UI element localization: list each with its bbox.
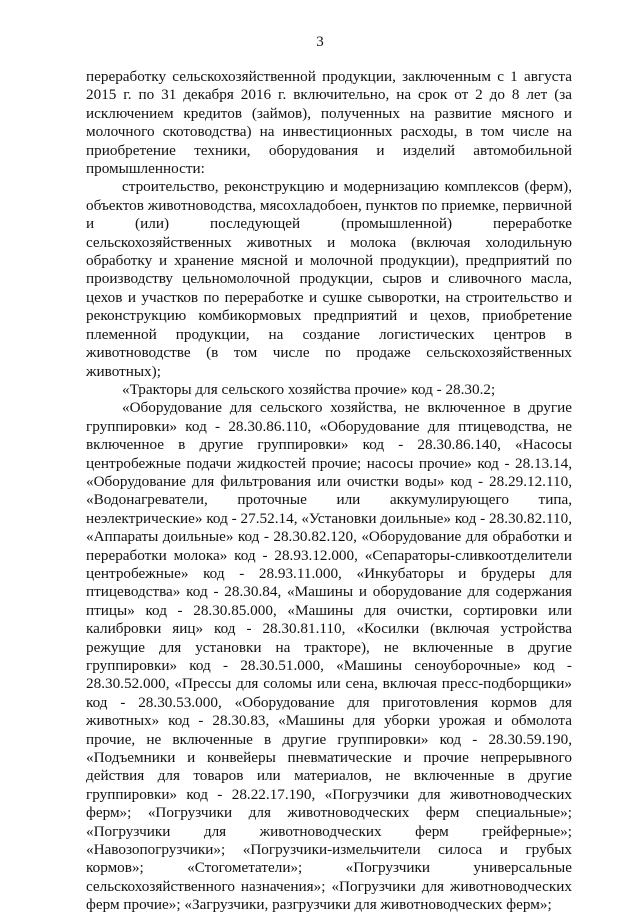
paragraph-equipment-list: «Оборудование для сельского хозяйства, не включенное в другие группировки» код - 28.30.86.110, «Оборудование для птицеводства, не включенное в другие группировки» код - 28.30.86.140, «Насосы центробежные подачи жидкостей прочие; насосы прочие» код - 28.13.14, «Оборудование для фильтрования или очистки воды» код - 28.29.12.110, «Водонагреватели, проточные или аккумулирующего типа, неэлектрические» код - 27.52.14, «Установки доильные» код - 28.30.82.110, «Аппараты доильные» код - 28.30.82.120, «Оборудование для обработки и переработки молока» код - 28.93.12.000, «Сепараторы-сливкоотделители центробежные» код - 28.93.11.000, «Инкубаторы и брудеры для птицеводства» код - 28.30.84, «Машины и оборудование для содержания птицы» код - 28.30.85.000, «Машины для очистки, сортировки или калибровки яиц» код - 28.30.81.110, «Косилки (включая устройства режущие для установки на тракторе), не включенные в другие группировки» код - 28.30.51.000, «Машины сеноуборочные» код - 28.30.52.000, «Прессы для соломы или сена, включая пресс-подборщики» код - 28.30.53.000, «Оборудование для приготовления кормов для животных» код - 28.30.83, «Машины для уборки урожая и обмолота прочие, не включенные в другие группировки» код - 28.30.59.190, «Подъемники и конвейеры пневматические и прочие непрерывного действия для товаров или материалов, не включенные в другие группировки» код - 28.22.17.190, «Погрузчики для животноводческих ферм»; «Погрузчики для животноводческих ферм специальные»; «Погрузчики для животноводческих ферм грейферные»; «Навозопогрузчики»; «Погрузчики-измельчители силоса и грубых кормов»; «Стогометатели»; «Погрузчики универсальные сельскохозяйственного назначения»; «Погрузчики для животноводческих ферм прочие»; «Загрузчики, разгрузчики для животноводческих ферм»; [86,399,572,914]
paragraph-tractors: «Тракторы для сельского хозяйства прочие» код - 28.30.2; [122,380,496,398]
document-body [86,68,572,915]
paragraph-intro: переработку сельскохозяйственной продукции, заключенным с 1 августа 2015 г. по 31 декабря 2016 г. включительно, на срок от 2 до 8 лет (за исключением кредитов (займов), полученных на развитие мясного и молочного скотоводства) на инвестиционных расходы, в том числе на приобретение техники, оборудования и изделий автомобильной промышленности: [86,68,572,178]
page-number: 3 [316,34,324,50]
paragraph-construction: строительство, реконструкцию и модернизацию комплексов (ферм), объектов животноводства, мясохладобоен, пунктов по приемке, первичной и (или) последующей (промышленной) переработке сельскохозяйственных животных и молока (включая холодильную обработку и хранение мясной и молочной продукции), предприятий по производству цельномолочной продукции, сыров и сливочного масла, цехов и участков по переработке и сушке сыворотки, на строительство и реконструкцию комбикормовых предприятий и цехов, приобретение племенной продукции, на создание логистических центров в животноводстве (в том числе по продаже сельскохозяйственных животных); [86,178,572,380]
